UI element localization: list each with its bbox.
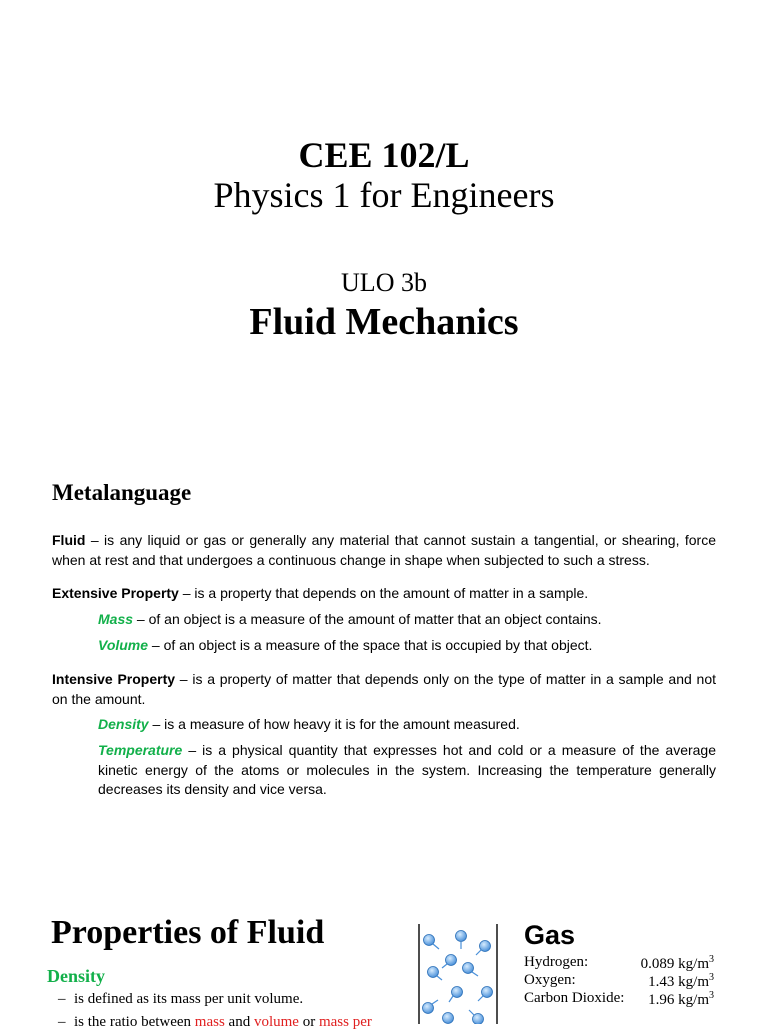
mass-per-word: mass per bbox=[318, 1014, 372, 1030]
density-bullet-1 bbox=[58, 991, 303, 1008]
gas-name: Hydrogen: bbox=[524, 954, 589, 970]
bullet-dash: – bbox=[58, 991, 66, 1007]
bullet-text: is defined as its mass per unit volume. bbox=[74, 991, 304, 1007]
fluid-text: – is any liquid or gas or generally any material that cannot sustain a tangential, or shearing, force when at rest and that undergoes a continuous change in shape when subjected to such a stress. bbox=[52, 532, 716, 568]
course-title: Physics 1 for Engineers bbox=[213, 175, 555, 215]
topic-title: Fluid Mechanics bbox=[249, 301, 519, 343]
gas-title: Gas bbox=[524, 920, 576, 950]
density-bullet-2 bbox=[58, 1014, 372, 1031]
gas-container-illustration bbox=[412, 922, 504, 1024]
mass-word: mass bbox=[194, 1014, 225, 1030]
extensive-term: Extensive Property bbox=[52, 585, 179, 601]
extensive-property-definition bbox=[52, 584, 716, 604]
volume-word: volume bbox=[253, 1014, 299, 1030]
ulo-label: ULO 3b bbox=[341, 268, 427, 297]
properties-heading: Properties of Fluid bbox=[51, 914, 325, 951]
temperature-definition bbox=[98, 741, 716, 800]
bullet-or: or bbox=[298, 1014, 319, 1030]
density-text: – is a measure of how heavy it is for the amount measured. bbox=[148, 716, 520, 732]
intensive-property-definition bbox=[52, 670, 716, 709]
gas-density-value: 1.43 $kg/m^3$ bbox=[648, 972, 714, 990]
mass-term: Mass bbox=[98, 611, 134, 627]
mass-definition bbox=[98, 610, 716, 630]
temperature-term: Temperature bbox=[98, 742, 183, 758]
gas-density-value: 0.089 $kg/m^3$ bbox=[640, 954, 714, 972]
intensive-term: Intensive Property bbox=[52, 671, 176, 687]
density-term: Density bbox=[98, 716, 149, 732]
extensive-text: – is a property that depends on the amount of matter in a sample. bbox=[178, 585, 589, 601]
course-code: CEE 102/L bbox=[298, 135, 470, 175]
gas-row-oxygen bbox=[524, 972, 714, 991]
intensive-text: – is a property of matter that depends only on the type of matter in a sample and not on the amount. bbox=[52, 671, 717, 707]
mass-text: – of an object is a measure of the amount of matter that an object contains. bbox=[133, 611, 602, 627]
metalanguage-heading: Metalanguage bbox=[52, 480, 192, 505]
gas-row-hydrogen bbox=[524, 954, 714, 973]
volume-term: Volume bbox=[98, 637, 149, 653]
gas-row-carbon-dioxide bbox=[524, 990, 714, 1009]
gas-density-value: 1.96 $kg/m^3$ bbox=[648, 990, 714, 1008]
gas-name: Oxygen: bbox=[524, 972, 576, 988]
fluid-term: Fluid bbox=[52, 532, 86, 548]
bullet-dash: – bbox=[58, 1014, 66, 1030]
fluid-definition bbox=[52, 531, 716, 570]
volume-text: – of an object is a measure of the space that is occupied by that object. bbox=[148, 637, 593, 653]
volume-definition bbox=[98, 636, 716, 656]
bullet-and: and bbox=[224, 1014, 254, 1030]
density-subheading: Density bbox=[47, 966, 105, 986]
bullet-text-start: is the ratio between bbox=[74, 1014, 195, 1030]
density-definition bbox=[98, 715, 716, 735]
gas-name: Carbon Dioxide: bbox=[524, 990, 625, 1006]
temperature-text: – is a physical quantity that expresses hot and cold or a measure of the average kinetic energy of the atoms or molecules in the system. Increasing the temperature generally decreases its density and vice versa. bbox=[98, 742, 716, 797]
